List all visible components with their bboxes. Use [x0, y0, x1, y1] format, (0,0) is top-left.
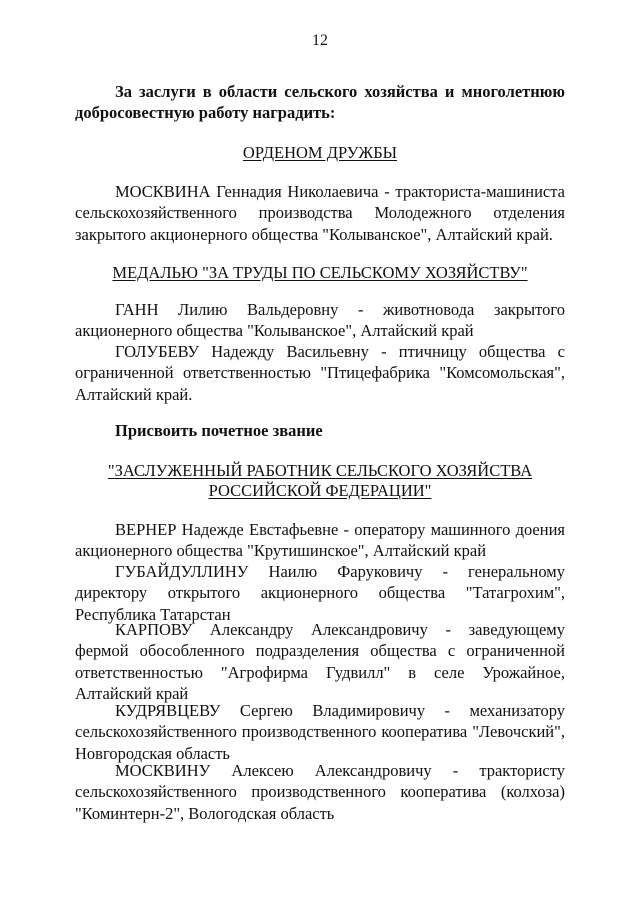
heading-text: ОРДЕНОМ ДРУЖБЫ — [242, 143, 398, 162]
section-heading-honored-worker — [75, 461, 565, 501]
award-entry: МОСКВИНУ Алексею Александровичу - трактористу сельскохозяйственного производственного кооператива (колхоза) "Коминтерн-2", Вологодская область — [75, 761, 565, 823]
page-number: 12 — [312, 32, 328, 49]
section-heading-medal — [75, 262, 565, 283]
heading-text-line2: РОССИЙСКОЙ ФЕДЕРАЦИИ" — [208, 481, 432, 500]
award-entry: ГУБАЙДУЛЛИНУ Наилю Фаруковичу - генеральному директору открытого акционерного общества "Татагрохим", Республика Татарстан — [75, 562, 565, 624]
section-heading-order-of-friendship — [75, 142, 565, 163]
heading-text: МЕДАЛЬЮ "ЗА ТРУДЫ ПО СЕЛЬСКОМУ ХОЗЯЙСТВУ" — [112, 263, 528, 282]
intro-paragraph: За заслуги в области сельского хозяйства и многолетнюю добросовестную работу наградить: — [75, 82, 565, 123]
heading-text-line1: "ЗАСЛУЖЕННЫЙ РАБОТНИК СЕЛЬСКОГО ХОЗЯЙСТВА — [107, 461, 533, 480]
award-entry: ВЕРНЕР Надежде Евстафьевне - оператору машинного доения акционерного общества "Крутишинское", Алтайский край — [75, 520, 565, 561]
award-entry: ГАНН Лилию Вальдеровну - животновода закрытого акционерного общества "Колыванское", Алтайский край — [75, 300, 565, 341]
award-entry: ГОЛУБЕВУ Надежду Васильевну - птичницу общества с ограниченной ответственностью "Птицефабрика "Комсомольская", Алтайский край. — [75, 342, 565, 404]
assign-title: Присвоить почетное звание — [115, 421, 323, 440]
award-entry: КАРПОВУ Александру Александровичу - заведующему фермой обособленного подразделения общества с ограниченной ответственностью "Агрофирма Гудвилл" в селе Урожайное, Алтайский край — [75, 620, 565, 703]
award-entry: МОСКВИНА Геннадия Николаевича - тракториста-машиниста сельскохозяйственного производства Молодежного отделения закрытого акционерного общества "Колыванское", Алтайский край. — [75, 182, 565, 244]
award-entry: КУДРЯВЦЕВУ Сергею Владимировичу - механизатору сельскохозяйственного производственного кооператива "Левочский", Новгородская область — [75, 701, 565, 763]
